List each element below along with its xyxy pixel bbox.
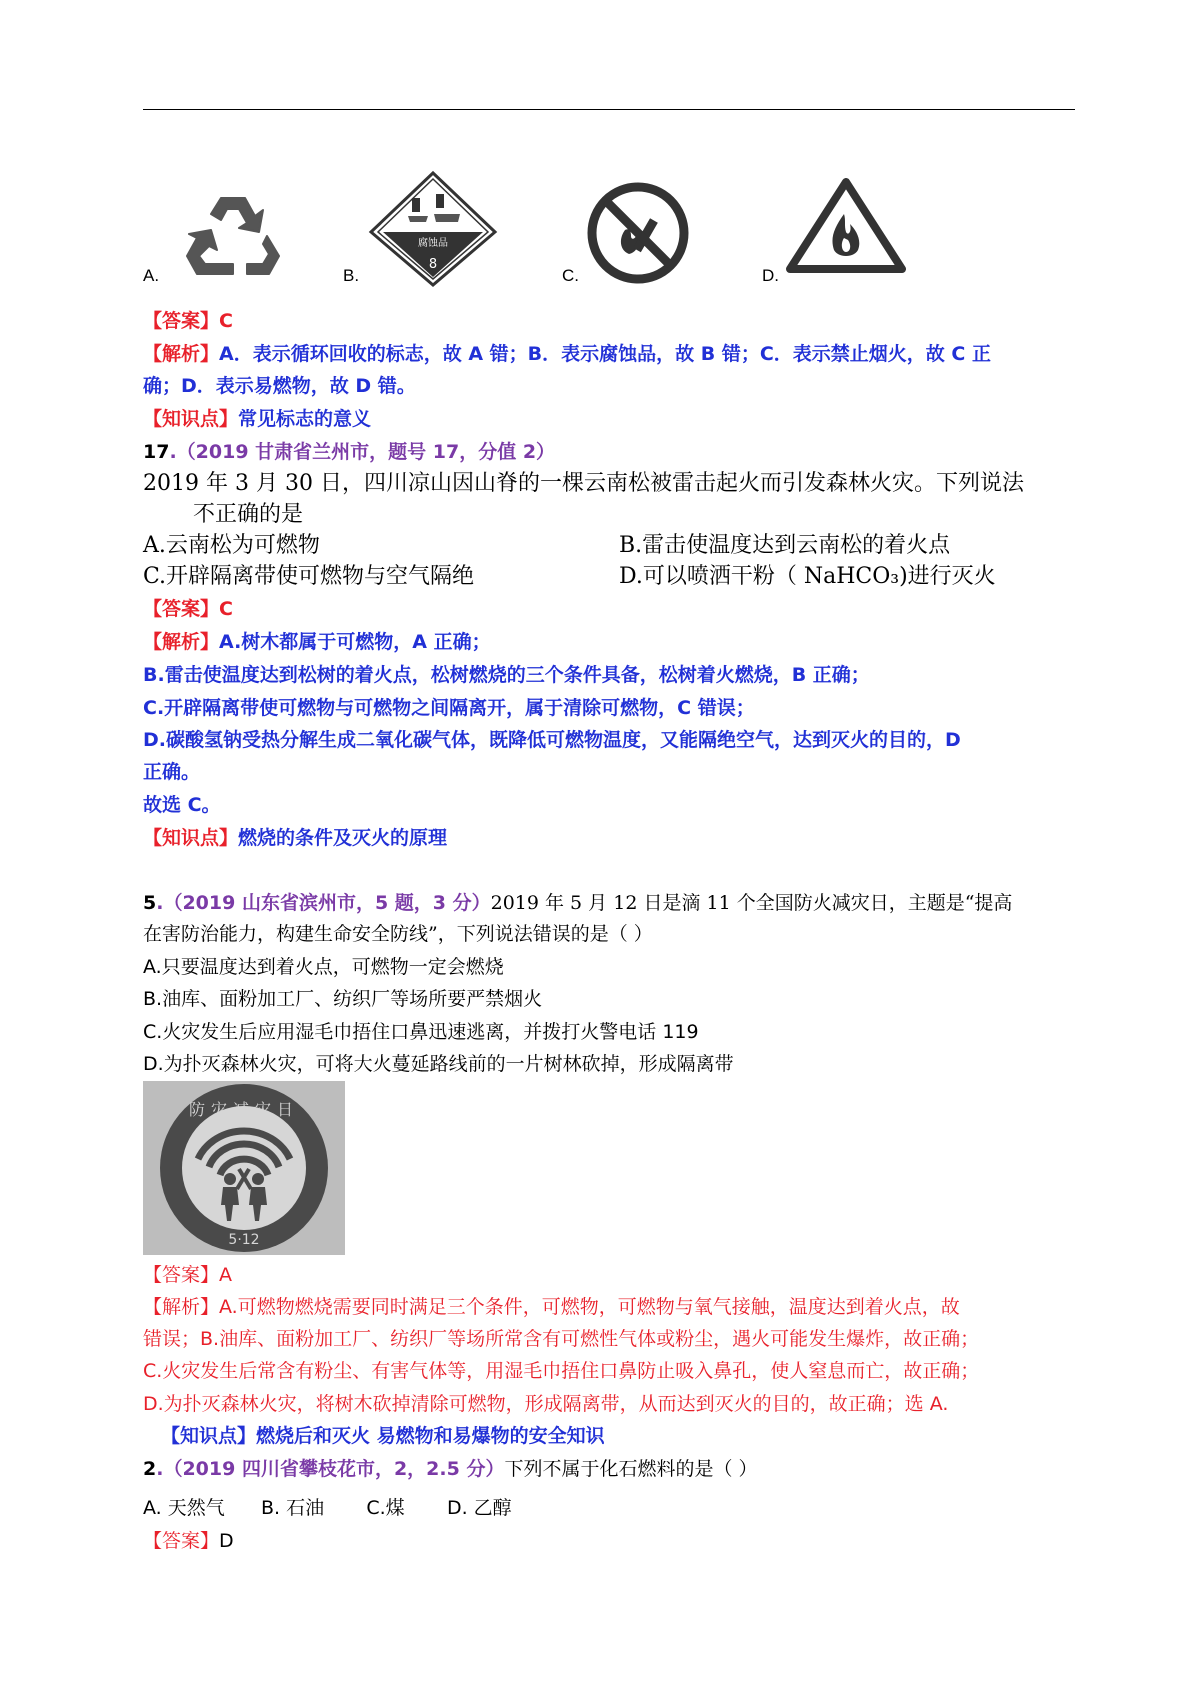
analysis-line: C.火灾发生后常含有粉尘、有害气体等，用湿毛巾捂住口鼻防止吸入鼻孔，使人窒息而亡，故正确； (143, 1360, 980, 1382)
question-header (143, 437, 555, 464)
question-source: .（2019 山东省滨州市，5 题，3 分） (156, 892, 491, 914)
option-item: D.可以喷洒干粉（ NaHCO₃)进行灭火 (619, 564, 996, 589)
question-header (143, 1454, 758, 1481)
question-stem: 下列不属于化石燃料的是（ ） (504, 1458, 758, 1480)
corrosive-icon (368, 170, 498, 288)
knowledge-tag: 【知识点】 (143, 408, 239, 430)
no-fire-icon (585, 180, 691, 286)
corrosive-sign-number: 8 (428, 257, 438, 272)
option-item: B.油库、面粉加工厂、纺织厂等场所要严禁烟火 (143, 988, 543, 1010)
analysis-tag: 【解析】 (143, 343, 220, 365)
answer-line (143, 1260, 232, 1287)
analysis-line (143, 627, 491, 654)
analysis-tag: 【解析】 (143, 631, 220, 653)
option-c-label: C. (562, 266, 579, 285)
answer-value: D (219, 1530, 234, 1552)
analysis-line: D.碳酸氢钠受热分解生成二氧化碳气体，既降低可燃物温度，又能隔绝空气，达到灭火的目的，D (143, 729, 961, 751)
option-item: A.只要温度达到着火点，可燃物一定会燃烧 (143, 956, 504, 978)
question-stem: 不正确的是 (193, 502, 304, 527)
question-header (143, 888, 1012, 915)
question-number: 17 (143, 441, 170, 463)
knowledge-text: 燃烧的条件及灭火的原理 (238, 827, 448, 849)
analysis-line: D.为扑灭森林火灾，将树木砍掉清除可燃物，形成隔离带，从而达到灭火的目的，故正确；选 A. (143, 1393, 949, 1415)
answer-tag: 【答案】 (143, 1530, 220, 1552)
question-number: 2 (143, 1458, 157, 1480)
knowledge-tag: 【知识点】 (143, 827, 239, 849)
analysis-text: A.树木都属于可燃物，A 正确； (219, 631, 491, 653)
question-stem: 2019 年 3 月 30 日，四川凉山因山脊的一棵云南松被雷击起火而引发森林火灾。下列说法 (143, 471, 1024, 496)
analysis-text: A.可燃物燃烧需要同时满足三个条件，可燃物，可燃物与氧气接触，温度达到着火点，故 (219, 1296, 960, 1318)
answer-line (143, 594, 233, 621)
analysis-line: 正确。 (143, 761, 201, 783)
answer-value: C (219, 598, 233, 620)
answer-line (143, 1526, 234, 1553)
logo-date: 5·12 (228, 1232, 260, 1248)
disaster-prevention-day-logo (143, 1081, 345, 1255)
answer-line (143, 306, 233, 333)
options-line: A. 天然气 B. 石油 C.煤 D. 乙醇 (143, 1497, 512, 1519)
knowledge-line (143, 823, 447, 850)
option-item: A.云南松为可燃物 (143, 533, 320, 558)
analysis-line (143, 1292, 960, 1319)
answer-tag: 【答案】 (143, 1264, 220, 1286)
analysis-tag: 【解析】 (143, 1296, 220, 1318)
logo-text: 防灾减灾日 (188, 1100, 300, 1119)
analysis-line: 错误；B.油库、面粉加工厂、纺织厂等场所常含有可燃性气体或粉尘，遇火可能发生爆炸，故正确； (143, 1328, 980, 1350)
answer-tag: 【答案】 (143, 598, 220, 620)
recycle-icon (183, 190, 283, 280)
option-item: C.火灾发生后应用湿毛巾捂住口鼻迅速逃离，并拨打火警电话 119 (143, 1021, 699, 1043)
option-item: B.雷击使温度达到云南松的着火点 (619, 533, 951, 558)
option-item: D.为扑灭森林火灾，可将大火蔓延路线前的一片树林砍掉，形成隔离带 (143, 1053, 734, 1075)
analysis-line: 确；D．表示易燃物，故 D 错。 (143, 375, 416, 397)
knowledge-line (161, 1421, 605, 1448)
question-stem: 2019 年 5 月 12 日是滴 11 个全国防火减灾日，主题是“提高 (490, 892, 1013, 914)
option-d-label: D. (762, 266, 779, 285)
option-b-label: B. (343, 266, 360, 285)
analysis-line: C.开辟隔离带使可燃物与可燃物之间隔离开，属于清除可燃物，C 错误； (143, 697, 755, 719)
knowledge-text: 燃烧后和灭火 易燃物和易爆物的安全知识 (256, 1425, 605, 1447)
knowledge-text: 常见标志的意义 (238, 408, 372, 430)
option-a-label: A. (143, 266, 160, 285)
header-rule (143, 109, 1075, 110)
knowledge-line (143, 404, 371, 431)
flammable-icon (786, 178, 906, 273)
knowledge-tag: 【知识点】 (161, 1425, 257, 1447)
analysis-line: B.雷击使温度达到松树的着火点，松树燃烧的三个条件具备，松树着火燃烧，B 正确； (143, 664, 870, 686)
answer-tag: 【答案】 (143, 310, 220, 332)
question-stem: 在害防治能力，构建生命安全防线”，下列说法错误的是（ ） (143, 923, 653, 945)
question-number: 5 (143, 892, 157, 914)
question-source: .（2019 四川省攀枝花市，2，2.5 分） (156, 1458, 505, 1480)
answer-value: C (219, 310, 233, 332)
analysis-text: A．表示循环回收的标志，故 A 错；B．表示腐蚀品，故 B 错；C．表示禁止烟火，故 C 正 (219, 343, 991, 365)
question-source: .（2019 甘肃省兰州市，题号 17，分值 2） (169, 441, 556, 463)
option-item: C.开辟隔离带使可燃物与空气隔绝 (143, 564, 475, 589)
corrosive-sign-text: 腐蚀品 (418, 238, 448, 249)
analysis-line (143, 339, 991, 366)
answer-value: A (219, 1264, 233, 1286)
analysis-line: 故选 C。 (143, 794, 221, 816)
